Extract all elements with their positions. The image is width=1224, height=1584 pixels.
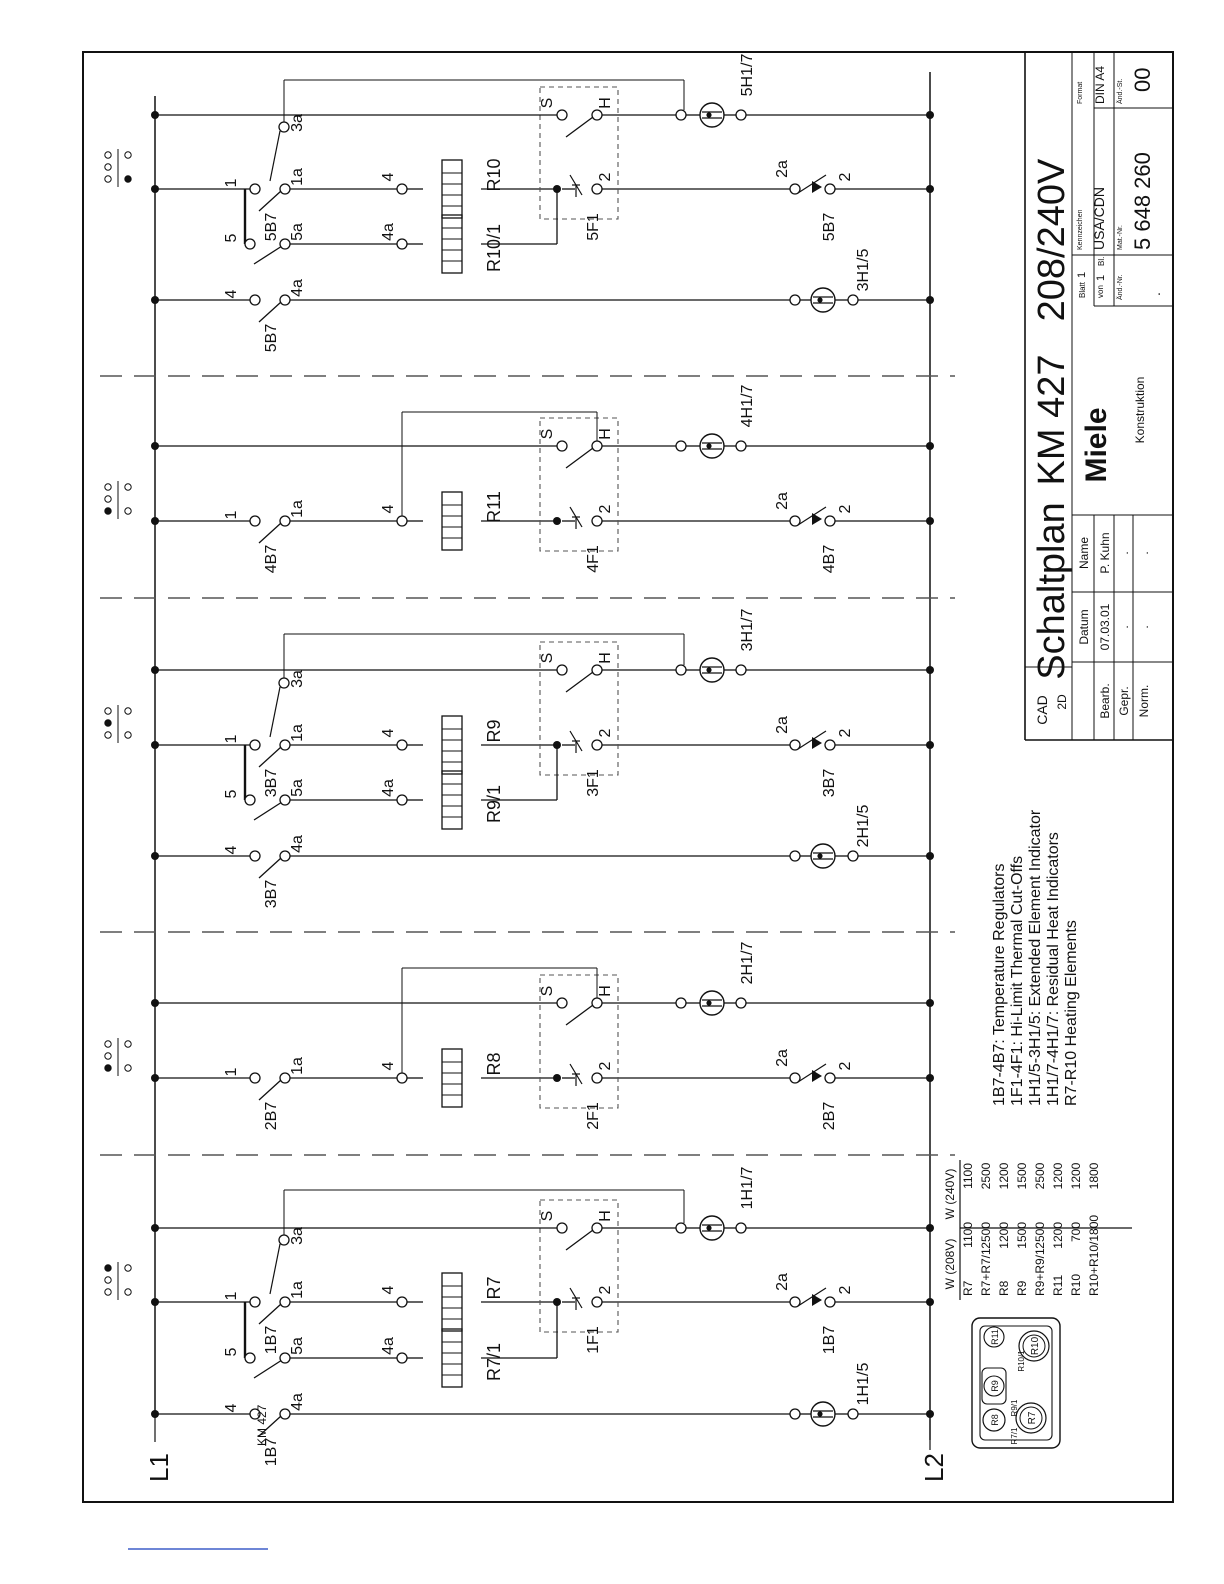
terminal-label: 5 (223, 1347, 240, 1357)
svg-text:R9/1: R9/1 (1010, 1399, 1019, 1417)
l2-junction (926, 852, 934, 860)
cutoff-terminal (592, 1297, 602, 1307)
lamp-terminal (676, 998, 686, 1008)
terminal-label: 5 (223, 789, 240, 799)
regulator-switch-main-terminal (250, 1297, 260, 1307)
cutoff-junction (553, 1074, 561, 1082)
wattage-row-240: 1500 (1015, 1162, 1029, 1190)
svg-text:R7: R7 (1027, 1411, 1038, 1425)
terminal-label: S (539, 985, 556, 997)
terminal-label: S (539, 652, 556, 664)
regulator-switch-main-terminal (250, 516, 260, 526)
wattage-row-240: 2500 (1033, 1162, 1047, 1190)
col-name-header: Name (1077, 536, 1091, 570)
heating-element-icon (442, 160, 462, 218)
l2-junction (926, 1224, 934, 1232)
section-4 (105, 385, 934, 574)
terminal-label: 2a (774, 160, 791, 178)
lamp-terminal (676, 441, 686, 451)
residual-switch-terminal (557, 441, 567, 451)
wattage-row-name: R7+R7/1 (979, 1248, 993, 1296)
terminal-label: 4 (380, 1285, 397, 1295)
extended-indicator-label: 2H1/5 (855, 804, 872, 848)
lamp-terminal (790, 295, 800, 305)
footer-underline (128, 1548, 268, 1550)
lamp-terminal (736, 110, 746, 120)
wattage-row-208: 1500 (1015, 1222, 1029, 1249)
cutoff-terminal (592, 1073, 602, 1083)
residual-switch-terminal (592, 110, 602, 120)
format-value: DIN A4 (1093, 65, 1107, 104)
wattage-row-name: R10 (1069, 1273, 1083, 1296)
terminal-label: 2a (774, 492, 791, 510)
terminal-label: S (539, 1210, 556, 1222)
regulator-label: 5B7 (263, 323, 280, 353)
residual-indicator-label: 5H1/7 (739, 53, 756, 97)
wattage-row-240: 2500 (979, 1162, 993, 1190)
l2-junction (926, 741, 934, 749)
residual-switch-terminal (557, 665, 567, 675)
element-terminal (397, 1073, 407, 1083)
drawing-model: KM 427 (1031, 354, 1073, 486)
wattage-row-name: R11 (1051, 1274, 1065, 1296)
lamp-terminal (676, 1223, 686, 1233)
legend-item: 1F1-4F1: Hi-Limit Thermal Cut-Offs (1009, 855, 1026, 1106)
wattage-table (943, 1160, 1132, 1300)
terminal-label: 2 (837, 172, 854, 182)
terminal-label: 3a (289, 114, 306, 132)
l2-junction (926, 442, 934, 450)
rail-l2-label: L2 (919, 1453, 949, 1482)
wattage-row (1069, 1162, 1083, 1296)
regulator-switch-main-blade (259, 747, 281, 767)
regulator-switch-aux-terminal (250, 851, 260, 861)
regulator-terminal (825, 1073, 835, 1083)
row-norm-label: Norm. (1137, 684, 1151, 718)
regulator-label: 2B7 (263, 1101, 280, 1131)
element-label: R10 (484, 158, 504, 192)
aend-nr-label: Änd.-Nr. (1117, 274, 1124, 300)
department-label: Konstruktion (1133, 376, 1147, 444)
svg-text:R11: R11 (990, 1329, 1000, 1345)
terminal-3a (279, 678, 289, 688)
selector-symbol-icon (105, 1038, 131, 1076)
regulator-label: 5B7 (821, 212, 838, 242)
l2-junction (926, 1074, 934, 1082)
regulator-label: 4B7 (821, 544, 838, 574)
legend-item: R7-R10 Heating Elements (1063, 920, 1080, 1106)
residual-switch-blade (566, 448, 593, 468)
terminal-label: 3a (289, 1227, 306, 1245)
cutoff-junction (553, 517, 561, 525)
terminal-label: 2 (837, 1061, 854, 1071)
section-5 (105, 54, 934, 353)
cutoff-label: 1F1 (585, 1326, 602, 1354)
residual-switch-blade (566, 1230, 593, 1250)
cutoff-label: 4F1 (585, 545, 602, 573)
l2-junction (926, 1298, 934, 1306)
l2-junction (926, 296, 934, 304)
von-label: von (1096, 285, 1105, 298)
residual-switch-terminal (592, 998, 602, 1008)
drawing-title: Schaltplan (1031, 502, 1073, 680)
residual-indicator-label: 2H1/7 (739, 941, 756, 985)
row-gepr-label: Gepr. (1117, 686, 1131, 716)
legend-item: 1B7-4B7: Temperature Regulators (991, 863, 1008, 1106)
row-gepr-datum: . (1117, 625, 1131, 629)
heating-element-aux-icon (442, 1329, 462, 1387)
regulator-switch-aux-blade (259, 858, 281, 878)
legend-item: 1H1/7-4H1/7: Residual Heat Indicators (1045, 832, 1062, 1106)
cad-dim-label: 2D (1055, 694, 1069, 710)
element-terminal (397, 516, 407, 526)
wattage-row (1015, 1162, 1029, 1296)
aend-nr-value: . (1147, 292, 1163, 296)
residual-indicator-label: 4H1/7 (739, 384, 756, 428)
wattage-row (979, 1162, 993, 1296)
terminal-label: S (539, 97, 556, 109)
wattage-row-240: 1200 (1051, 1162, 1065, 1190)
residual-switch-terminal (557, 110, 567, 120)
regulator-switch-aux-terminal (250, 295, 260, 305)
extended-element-lamp-icon (811, 288, 835, 312)
element-terminal (397, 239, 407, 249)
regulator-switch-main-terminal (250, 1073, 260, 1083)
element-label: R11 (484, 491, 504, 523)
rail-l1-label: L1 (144, 1453, 174, 1482)
terminal-label: 2 (597, 728, 614, 738)
section-3 (105, 609, 934, 909)
element-terminal (397, 1353, 407, 1363)
regulator-label: 3B7 (821, 768, 838, 798)
terminal-label: 1a (289, 1281, 306, 1299)
terminal-label: H (597, 97, 614, 109)
residual-indicator-label: 1H1/7 (739, 1166, 756, 1210)
mat-nr-label: Mat.-Nr. (1117, 225, 1124, 250)
regulator-terminal (245, 239, 255, 249)
extended-element-lamp-icon (811, 844, 835, 868)
terminal-label: 2 (837, 1285, 854, 1295)
wattage-row (1051, 1162, 1065, 1296)
wattage-row-name: R10+R10/1800 (1087, 1214, 1101, 1296)
terminal-label: H (597, 652, 614, 664)
terminal-label: 5a (289, 223, 306, 241)
regulator-label: 5B7 (263, 212, 280, 242)
terminal-label: H (597, 985, 614, 997)
residual-switch-terminal (592, 665, 602, 675)
wattage-row-208: 1100 (961, 1222, 975, 1248)
element-terminal (397, 1297, 407, 1307)
l2-junction (926, 185, 934, 193)
regulator-label: 3B7 (263, 879, 280, 909)
svg-text:R9: R9 (990, 1380, 1000, 1392)
l2-junction (926, 1410, 934, 1418)
terminal-label: 2a (774, 716, 791, 734)
regulator-label: 4B7 (263, 544, 280, 574)
terminal-label: 4a (380, 223, 397, 241)
lamp-terminal (848, 295, 858, 305)
residual-indicator-label: 3H1/7 (739, 608, 756, 652)
regulator-terminal (245, 795, 255, 805)
aend-st-value: 00 (1130, 67, 1155, 92)
row-bearb-name: P. Kuhn (1098, 532, 1112, 574)
element-terminal (397, 795, 407, 805)
terminal-label: 3a (289, 670, 306, 688)
von-value: 1 (1095, 274, 1107, 281)
legend (991, 809, 1080, 1106)
terminal-label: 1 (223, 1067, 240, 1077)
l2-junction (926, 999, 934, 1007)
terminal-label: 2 (597, 1061, 614, 1071)
extended-indicator-label: 3H1/5 (855, 248, 872, 292)
element-label: R7 (484, 1276, 504, 1300)
terminal-label: 2 (597, 1285, 614, 1295)
terminal-3a (279, 1235, 289, 1245)
regulator-terminal (825, 184, 835, 194)
cooktop-model-label: KM 427 (255, 1404, 269, 1446)
wattage-row (1087, 1162, 1101, 1296)
wattage-row-name: R9+R9/1 (1033, 1248, 1047, 1296)
svg-text:R10: R10 (1030, 1336, 1041, 1356)
section-dividers (100, 376, 955, 1155)
col-datum-header: Datum (1077, 609, 1091, 645)
terminal-label: 1 (223, 178, 240, 188)
selector-symbol-icon (105, 149, 131, 187)
lamp-terminal (848, 1409, 858, 1419)
lamp-terminal (676, 110, 686, 120)
row-norm-name: . (1137, 551, 1151, 555)
terminal-label: 2 (597, 172, 614, 182)
lamp-terminal (790, 1409, 800, 1419)
wattage-row-name: R7 (961, 1280, 975, 1296)
regulator-switch-main-blade (259, 191, 281, 211)
wattage-row-240: 1200 (997, 1162, 1011, 1190)
wattage-row-240: 1200 (1069, 1162, 1083, 1190)
terminal-label: 4a (289, 279, 306, 297)
heating-element-aux-icon (442, 771, 462, 829)
title-block (1025, 52, 1173, 740)
terminal-label: 2 (837, 728, 854, 738)
regulator-label: 1B7 (263, 1437, 280, 1467)
row-gepr-name: . (1117, 551, 1131, 555)
regulator-switch-main-blade (259, 1080, 281, 1100)
kennzeichen-value: USA/CDN (1091, 186, 1107, 250)
residual-switch-terminal (592, 1223, 602, 1233)
regulator-label: 2B7 (821, 1101, 838, 1131)
terminal-label: 4 (380, 1061, 397, 1071)
wattage-row-240: 1800 (1087, 1162, 1101, 1190)
lamp-terminal (736, 441, 746, 451)
wattage-header-208: W (208V) (943, 1238, 957, 1290)
circuit-sections (105, 54, 934, 1467)
regulator-terminal (245, 1353, 255, 1363)
terminal-label: 1a (289, 724, 306, 742)
row-bearb-datum: 07.03.01 (1098, 603, 1112, 651)
terminal-label: 4 (223, 289, 240, 299)
selector-symbol-icon (105, 481, 131, 519)
terminal-label: 2 (597, 504, 614, 514)
terminal-3a (279, 122, 289, 132)
residual-switch-blade (566, 672, 593, 692)
heating-element-icon (442, 1049, 462, 1107)
terminal-label: 4a (289, 1393, 306, 1411)
regulator-terminal (825, 516, 835, 526)
terminal-label: 4 (223, 1403, 240, 1413)
regulator-label: 1B7 (821, 1325, 838, 1355)
element-terminal (397, 184, 407, 194)
wattage-row-name: R9 (1015, 1280, 1029, 1296)
element-aux-label: R10/1 (484, 223, 504, 273)
residual-heat-lamp-icon (700, 103, 724, 127)
regulator-switch-main-blade (259, 1304, 281, 1324)
terminal-label: 1 (223, 1291, 240, 1301)
l2-junction (926, 517, 934, 525)
l2-junction (926, 111, 934, 119)
cutoff-terminal (592, 184, 602, 194)
lamp-terminal (848, 851, 858, 861)
cutoff-terminal (592, 516, 602, 526)
residual-heat-lamp-icon (700, 1216, 724, 1240)
terminal-label: 1 (223, 734, 240, 744)
lamp-terminal (790, 851, 800, 861)
element-label: R9 (484, 719, 504, 743)
terminal-label: 1 (223, 510, 240, 520)
residual-switch-terminal (592, 441, 602, 451)
svg-text:R7/1: R7/1 (1010, 1427, 1019, 1445)
section-1 (105, 1167, 934, 1467)
wattage-row (1033, 1162, 1047, 1296)
regulator-switch-main-terminal (250, 184, 260, 194)
heating-element-aux-icon (442, 215, 462, 273)
legend-item: 1H1/5-3H1/5: Extended Element Indicator (1027, 809, 1044, 1106)
residual-heat-lamp-icon (700, 434, 724, 458)
row-bearb-label: Bearb. (1098, 683, 1112, 719)
terminal-label: 4a (380, 779, 397, 797)
terminal-label: 4a (380, 1337, 397, 1355)
terminal-label: 2a (774, 1273, 791, 1291)
regulator-switch-main-blade (259, 523, 281, 543)
terminal-label: 1a (289, 1057, 306, 1075)
terminal-label: 4a (289, 835, 306, 853)
extended-indicator-label: 1H1/5 (855, 1362, 872, 1406)
terminal-label: 1a (289, 500, 306, 518)
regulator-switch-main-terminal (250, 740, 260, 750)
svg-text:R8: R8 (990, 1414, 1000, 1426)
blatt-value: 1 (1076, 271, 1088, 278)
residual-switch-blade (566, 117, 593, 137)
heating-element-icon (442, 716, 462, 774)
svg-text:R10/1: R10/1 (1017, 1350, 1026, 1372)
cutoff-label: 3F1 (585, 769, 602, 797)
wattage-row-208: 1200 (1051, 1222, 1065, 1249)
selector-symbol-icon (105, 1262, 131, 1300)
wattage-header-240: W (240V) (943, 1168, 957, 1220)
cooktop-layout (255, 1318, 1060, 1448)
extended-element-lamp-icon (811, 1402, 835, 1426)
lamp-terminal (736, 1223, 746, 1233)
wattage-row-208: 2500 (1033, 1222, 1047, 1249)
heating-element-icon (442, 1273, 462, 1331)
wattage-row-208: 1200 (997, 1222, 1011, 1249)
kennzeichen-label: Kennzeichen (1077, 209, 1084, 250)
residual-heat-lamp-icon (700, 658, 724, 682)
lamp-terminal (676, 665, 686, 675)
regulator-terminal (825, 1297, 835, 1307)
terminal-label: 5 (223, 233, 240, 243)
element-terminal (397, 740, 407, 750)
lamp-terminal (736, 998, 746, 1008)
drawing-voltage: 208/240V (1031, 158, 1073, 322)
terminal-label: S (539, 428, 556, 440)
terminal-label: 2a (774, 1049, 791, 1067)
heating-element-icon (442, 492, 462, 550)
cad-label: CAD (1034, 695, 1050, 725)
format-label: Format (1077, 81, 1084, 104)
wattage-row (997, 1162, 1011, 1296)
element-label: R8 (484, 1052, 504, 1076)
mat-nr-value: 5 648 260 (1130, 152, 1155, 250)
element-aux-label: R9/1 (484, 784, 504, 824)
terminal-label: 1a (289, 168, 306, 186)
wattage-row-208: 2500 (979, 1222, 993, 1249)
terminal-label: H (597, 428, 614, 440)
terminal-label: 4 (380, 172, 397, 182)
cutoff-label: 5F1 (585, 213, 602, 241)
wattage-row-208: 700 (1069, 1222, 1083, 1243)
cutoff-terminal (592, 740, 602, 750)
aend-st-label: Änd.-St. (1117, 78, 1124, 104)
brand-logo-text: Miele (1080, 407, 1113, 483)
terminal-label: H (597, 1210, 614, 1222)
residual-heat-lamp-icon (700, 991, 724, 1015)
terminal-label: 4 (380, 504, 397, 514)
terminal-label: 4 (380, 728, 397, 738)
regulator-switch-aux-blade (259, 302, 281, 322)
wattage-row (961, 1163, 975, 1296)
blatt-label: Blatt (1078, 281, 1087, 298)
wattage-row-240: 1100 (961, 1163, 975, 1189)
residual-switch-terminal (557, 998, 567, 1008)
selector-symbol-icon (105, 705, 131, 743)
regulator-label: 1B7 (263, 1325, 280, 1355)
section-2 (105, 942, 934, 1131)
cutoff-label: 2F1 (585, 1102, 602, 1130)
regulator-label: 3B7 (263, 768, 280, 798)
terminal-label: 5a (289, 1337, 306, 1355)
element-aux-label: R7/1 (484, 1342, 504, 1382)
row-norm-datum: . (1137, 625, 1151, 629)
terminal-label: 4 (223, 845, 240, 855)
wattage-row-name: R8 (997, 1280, 1011, 1296)
lamp-terminal (736, 665, 746, 675)
regulator-terminal (825, 740, 835, 750)
residual-switch-terminal (557, 1223, 567, 1233)
terminal-label: 2 (837, 504, 854, 514)
residual-switch-blade (566, 1005, 593, 1025)
bl-label: Bl. (1097, 256, 1106, 266)
l2-junction (926, 666, 934, 674)
terminal-label: 5a (289, 779, 306, 797)
